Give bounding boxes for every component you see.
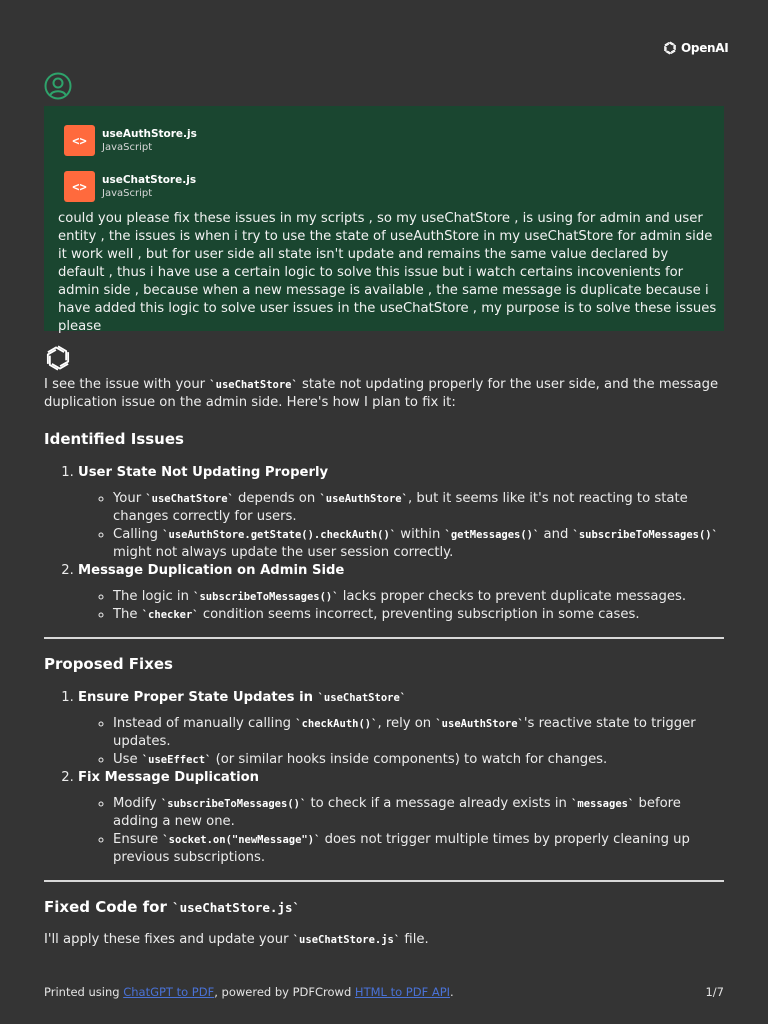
text: lacks proper checks to prevent duplicate messages.: [338, 589, 687, 604]
bullet-item: [113, 490, 724, 526]
reply-intro: [44, 376, 724, 412]
attachment-file-type: JavaScript: [102, 142, 153, 153]
chatgpt-avatar-icon: [44, 344, 72, 372]
text: The logic in: [113, 589, 194, 604]
attachment-file[interactable]: [64, 171, 196, 202]
bullet-list: [78, 588, 724, 624]
text: I see the issue with your: [44, 377, 210, 392]
item-label: Message Duplication on Admin Side: [78, 563, 345, 578]
inline-code: `useChatStore`: [317, 692, 407, 704]
openai-logo-icon: [662, 40, 678, 56]
text: and: [539, 527, 573, 542]
bullet-item: [113, 526, 724, 562]
inline-code: `getMessages()`: [444, 529, 540, 541]
text: Use: [113, 752, 142, 767]
inline-code: `useAuthStore`: [435, 718, 524, 730]
inline-code: `useAuthStore`: [319, 493, 408, 505]
inline-code: `useChatStore`: [145, 493, 234, 505]
page-number: 1/7: [705, 985, 724, 999]
text: (or similar hooks inside components) to watch for changes.: [211, 752, 608, 767]
text: Calling: [113, 527, 163, 542]
inline-code: `checker`: [141, 609, 199, 621]
assistant-message: [44, 376, 724, 949]
code-file-icon: <>: [64, 125, 95, 156]
footer-credit: [44, 985, 454, 999]
text: The: [113, 607, 142, 622]
attachment-file-type: JavaScript: [102, 188, 153, 199]
inline-code: `useChatStore.js`: [292, 934, 401, 946]
text: Printed using: [44, 985, 124, 999]
inline-code: `useEffect`: [141, 754, 212, 766]
issues-list: [44, 464, 724, 624]
text: might not always update the user session correctly.: [113, 545, 454, 560]
bullet-item: [113, 606, 724, 624]
section-heading: [44, 897, 724, 918]
text: before adding a new one.: [113, 796, 681, 829]
text: Instead of manually calling: [113, 716, 296, 731]
inline-code: `subscribeToMessages()`: [193, 591, 339, 603]
user-message-text: could you please fix these issues in my scripts , so my useChatStore , is using for admin and user entity , the issues is when i try to use the state of useAuthStore in my useChatStore for admin side it work well , but for user side all state isn't update and remains the same value declared by default , thus i have use a certain logic to solve this issue but i watch certains incovenients for admin side , because when a new message is available , the same message is duplicate because i have added this logic to solve user issues in the useChatStore , my purpose is to solve these issues please: [58, 211, 717, 334]
bullet-item: [113, 715, 724, 751]
html-to-pdf-api-link[interactable]: HTML to PDF API: [354, 985, 451, 999]
inline-code: `messages`: [571, 798, 635, 810]
item-label: User State Not Updating Properly: [78, 465, 329, 480]
list-item: [78, 464, 724, 562]
code-file-icon: <>: [64, 171, 95, 202]
text: Your: [113, 491, 146, 506]
list-item: [78, 562, 724, 624]
bullet-list: [78, 490, 724, 562]
text: depends on: [233, 491, 320, 506]
text: , but it seems like it's not reacting to state changes correctly for users.: [113, 491, 688, 524]
attachment-file[interactable]: [64, 125, 197, 156]
inline-code: `useAuthStore.getState().checkAuth()`: [162, 529, 397, 541]
inline-code: `socket.on("newMessage")`: [162, 834, 321, 846]
text: does not trigger multiple times by properly cleaning up previous subscriptions.: [113, 832, 690, 865]
bullet-item: [113, 588, 724, 606]
text: condition seems incorrect, preventing subscription in some cases.: [198, 607, 640, 622]
bullet-list: [78, 715, 724, 769]
text: , powered by PDFCrowd: [214, 985, 355, 999]
section-heading: Identified Issues: [44, 430, 184, 448]
item-label: Fix Message Duplication: [78, 770, 260, 785]
inline-code: `subscribeToMessages()`: [572, 529, 718, 541]
user-avatar-icon: [44, 72, 72, 100]
text: Modify: [113, 796, 161, 811]
text: within: [396, 527, 445, 542]
bullet-item: [113, 795, 724, 831]
openai-logo: [662, 40, 728, 56]
item-label: Ensure Proper State Updates in: [78, 690, 318, 705]
reply-paragraph: [44, 931, 724, 949]
inline-code: `useChatStore`: [209, 379, 298, 391]
bullet-item: [113, 831, 724, 867]
fixes-list: [44, 689, 724, 867]
text: I'll apply these fixes and update your: [44, 932, 293, 947]
text: to check if a message already exists in: [306, 796, 572, 811]
heading-text: Fixed Code for: [44, 898, 173, 916]
inline-code: `checkAuth()`: [295, 718, 378, 730]
attachment-file-name: useChatStore.js: [102, 174, 197, 186]
attachment-file-name: useAuthStore.js: [102, 128, 197, 140]
bullet-item: [113, 751, 724, 769]
text: file.: [400, 932, 429, 947]
divider: [44, 637, 724, 639]
list-item: [78, 689, 724, 769]
bullet-list: [78, 795, 724, 867]
chatgpt-to-pdf-link[interactable]: ChatGPT to PDF: [123, 985, 215, 999]
inline-code: `useChatStore.js`: [172, 900, 301, 915]
divider: [44, 880, 724, 882]
inline-code: `subscribeToMessages()`: [160, 798, 307, 810]
text: Ensure: [113, 832, 163, 847]
text: state not updating properly for the user side, and the message duplication issue on the admin side. Here's how I plan to fix it:: [44, 377, 719, 410]
text: 's reactive state to trigger updates.: [113, 716, 696, 749]
user-message: [44, 106, 724, 334]
text: , rely on: [377, 716, 436, 731]
section-heading: Proposed Fixes: [44, 655, 173, 673]
text: .: [450, 985, 454, 999]
list-item: [78, 769, 724, 867]
brand-name: OpenAI: [681, 41, 729, 55]
page-footer: [44, 985, 724, 999]
